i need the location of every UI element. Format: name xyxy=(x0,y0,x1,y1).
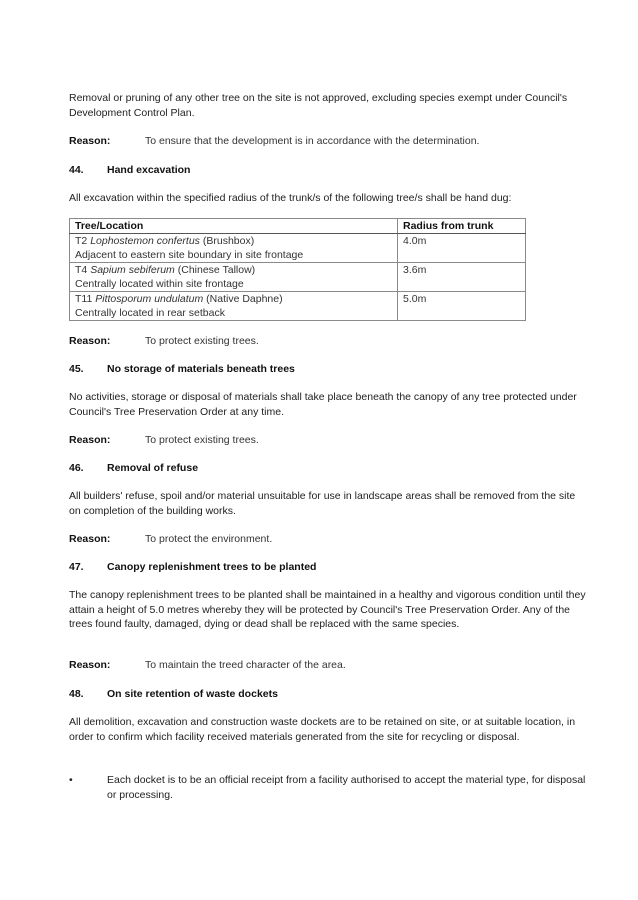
section-number: 45. xyxy=(69,363,84,375)
reason-text: To protect the environment. xyxy=(145,533,273,545)
tree-id: T11 xyxy=(75,293,93,305)
section-heading-44 xyxy=(69,163,190,177)
section-heading-47 xyxy=(69,560,316,574)
table-header-tree-location: Tree/Location xyxy=(70,219,398,234)
tree-species: Sapium sebiferum xyxy=(90,264,175,276)
radius-cell: 4.0m xyxy=(398,234,526,263)
section-body-44: All excavation within the specified radius of the trunk/s of the following tree/s shall be hand dug: xyxy=(69,192,512,204)
table-row xyxy=(70,263,526,292)
reason-45 xyxy=(69,433,589,447)
tree-species: Pittosporum undulatum xyxy=(95,293,204,305)
tree-id: T2 xyxy=(75,235,88,247)
section-title: On site retention of waste dockets xyxy=(107,688,278,700)
reason-label: Reason: xyxy=(69,533,111,545)
reason-label: Reason: xyxy=(69,135,111,147)
reason-label: Reason: xyxy=(69,434,111,446)
reason-46 xyxy=(69,532,589,546)
section-number: 47. xyxy=(69,561,84,573)
section-number: 48. xyxy=(69,688,84,700)
table-header-row xyxy=(70,219,526,234)
section-body-45: No activities, storage or disposal of materials shall take place beneath the canopy of any tree protected under Council's Tree Preservation Order at any time. xyxy=(69,391,577,418)
section-body-47: The canopy replenishment trees to be planted shall be maintained in a healthy and vigorous condition until they attain a height of 5.0 metres whereby they will be protected by Council's Tree Preservation Order. Any of the trees found faulty, damaged, dying or dead shall be replaced with the same species. xyxy=(69,589,586,630)
reason-text: To ensure that the development is in accordance with the determination. xyxy=(145,135,480,147)
intro-paragraph: Removal or pruning of any other tree on the site is not approved, excluding species exempt under Council's Development Control Plan. xyxy=(69,92,568,119)
section-title: Hand excavation xyxy=(107,164,191,176)
reason-text: To protect existing trees. xyxy=(145,335,259,347)
bullet-text: Each docket is to be an official receipt from a facility authorised to accept the material type, for disposal or processing. xyxy=(107,774,586,801)
section-heading-48 xyxy=(69,687,278,701)
tree-location: Centrally located in rear setback xyxy=(75,307,225,319)
tree-species: Lophostemon confertus xyxy=(90,235,200,247)
section-body-46: All builders' refuse, spoil and/or material unsuitable for use in landscape areas shall be removed from the site on completion of the building works. xyxy=(69,490,576,517)
tree-location: Adjacent to eastern site boundary in site frontage xyxy=(75,249,304,261)
section-number: 44. xyxy=(69,164,84,176)
reason-47 xyxy=(69,658,589,672)
tree-cell xyxy=(70,263,398,292)
section-title: Canopy replenishment trees to be planted xyxy=(107,561,317,573)
section-title: Removal of refuse xyxy=(107,462,199,474)
section-heading-45 xyxy=(69,362,295,376)
radius-cell: 5.0m xyxy=(398,292,526,321)
tree-cell xyxy=(70,292,398,321)
reason-text: To maintain the treed character of the area. xyxy=(145,659,346,671)
section-title: No storage of materials beneath trees xyxy=(107,363,295,375)
tree-common-name: (Brushbox) xyxy=(202,235,255,247)
table-header-radius: Radius from trunk xyxy=(398,219,526,234)
tree-common-name: (Chinese Tallow) xyxy=(177,264,256,276)
tree-cell xyxy=(70,234,398,263)
tree-common-name: (Native Daphne) xyxy=(206,293,283,305)
reason-44 xyxy=(69,334,589,348)
reason-label: Reason: xyxy=(69,335,111,347)
section-heading-46 xyxy=(69,461,198,475)
reason-label: Reason: xyxy=(69,659,111,671)
radius-cell: 3.6m xyxy=(398,263,526,292)
reason-text: To protect existing trees. xyxy=(145,434,259,446)
bullet-icon: • xyxy=(69,774,73,786)
section-number: 46. xyxy=(69,462,84,474)
tree-location: Centrally located within site frontage xyxy=(75,278,244,290)
table-row xyxy=(70,292,526,321)
tree-id: T4 xyxy=(75,264,88,276)
tree-table xyxy=(69,218,526,321)
table-row xyxy=(70,234,526,263)
reason-intro xyxy=(69,134,589,148)
section-body-48: All demolition, excavation and construction waste dockets are to be retained on site, or at suitable location, in order to confirm which facility received materials generated from the site for recycling or disposal. xyxy=(69,716,576,743)
